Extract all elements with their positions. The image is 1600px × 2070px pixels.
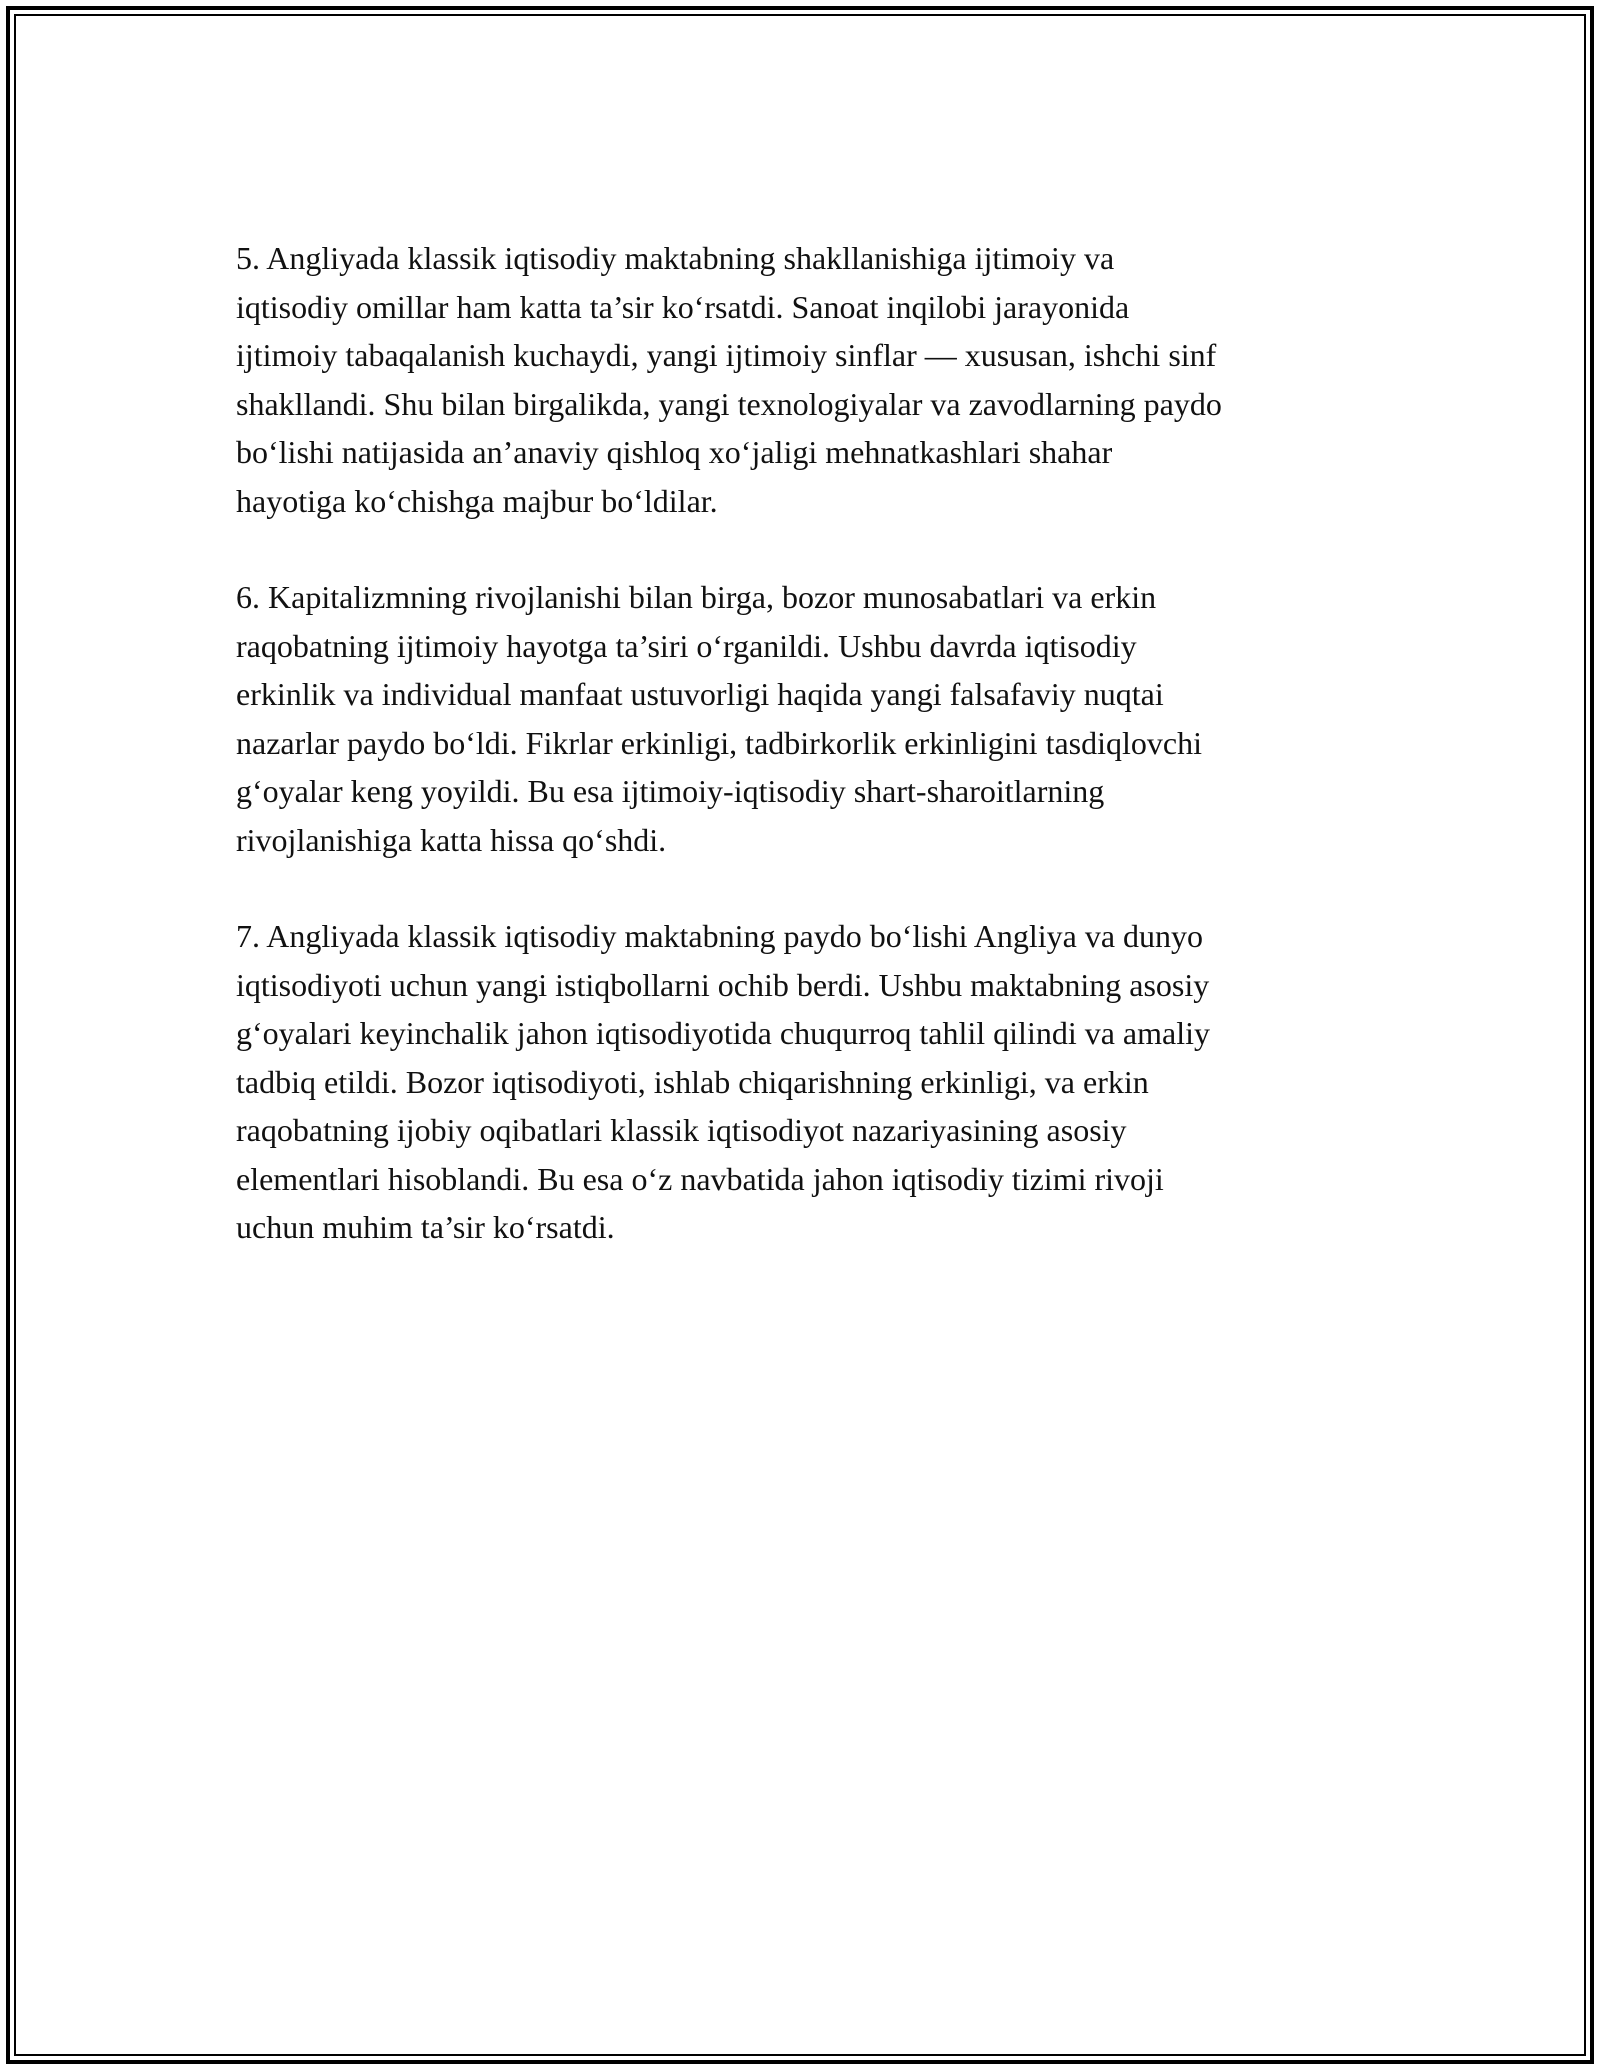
paragraph-5	[236, 234, 1386, 525]
text-line: ijtimoiy tabaqalanish kuchaydi, yangi ijtimoiy sinflar — xususan, ishchi sinf	[236, 337, 1217, 373]
text-line: iqtisodiy omillar ham katta ta’sir ko‘rsatdi. Sanoat inqilobi jarayonida	[236, 288, 1130, 325]
text-line: raqobatning ijobiy oqibatlari klassik iqtisodiyot nazariyasining asosiy	[236, 1112, 1127, 1148]
text-line: uchun muhim ta’sir ko‘rsatdi.	[236, 1209, 615, 1245]
text-line: shakllandi. Shu bilan birgalikda, yangi texnologiyalar va zavodlarning paydo	[236, 385, 1222, 422]
text-line: g‘oyalar keng yoyildi. Bu esa ijtimoiy-iqtisodiy shart-sharoitlarning	[236, 773, 1105, 809]
text-line: nazarlar paydo bo‘ldi. Fikrlar erkinligi, tadbirkorlik erkinligini tasdiqlovchi	[236, 724, 1202, 761]
text-line: elementlari hisoblandi. Bu esa o‘z navbatida jahon iqtisodiy tizimi rivoji	[236, 1160, 1164, 1197]
text-line: erkinlik va individual manfaat ustuvorligi haqida yangi falsafaviy nuqtai	[236, 676, 1164, 712]
document-body	[236, 234, 1386, 1300]
paragraph-7	[236, 912, 1386, 1252]
text-line: tadbiq etildi. Bozor iqtisodiyoti, ishlab chiqarishning erkinligi, va erkin	[236, 1063, 1149, 1100]
text-line: iqtisodiyoti uchun yangi istiqbollarni ochib berdi. Ushbu maktabning asosiy	[236, 966, 1210, 1003]
text-line: rivojlanishiga katta hissa qo‘shdi.	[236, 821, 667, 858]
text-line: hayotiga ko‘chishga majbur bo‘ldilar.	[236, 482, 718, 519]
paragraph-6	[236, 573, 1386, 864]
text-line: raqobatning ijtimoiy hayotga ta’siri o‘rganildi. Ushbu davrda iqtisodiy	[236, 627, 1137, 664]
text-line: 7. Angliyada klassik iqtisodiy maktabning paydo bo‘lishi Angliya va dunyo	[236, 918, 1204, 954]
text-line: bo‘lishi natijasida an’anaviy qishloq xo‘jaligi mehnatkashlari shahar	[236, 434, 1113, 470]
text-line: g‘oyalari keyinchalik jahon iqtisodiyotida chuqurroq tahlil qilindi va amaliy	[236, 1015, 1210, 1051]
text-line: 5. Angliyada klassik iqtisodiy maktabning shakllanishiga ijtimoiy va	[236, 240, 1115, 276]
text-line: 6. Kapitalizmning rivojlanishi bilan birga, bozor munosabatlari va erkin	[236, 579, 1157, 615]
